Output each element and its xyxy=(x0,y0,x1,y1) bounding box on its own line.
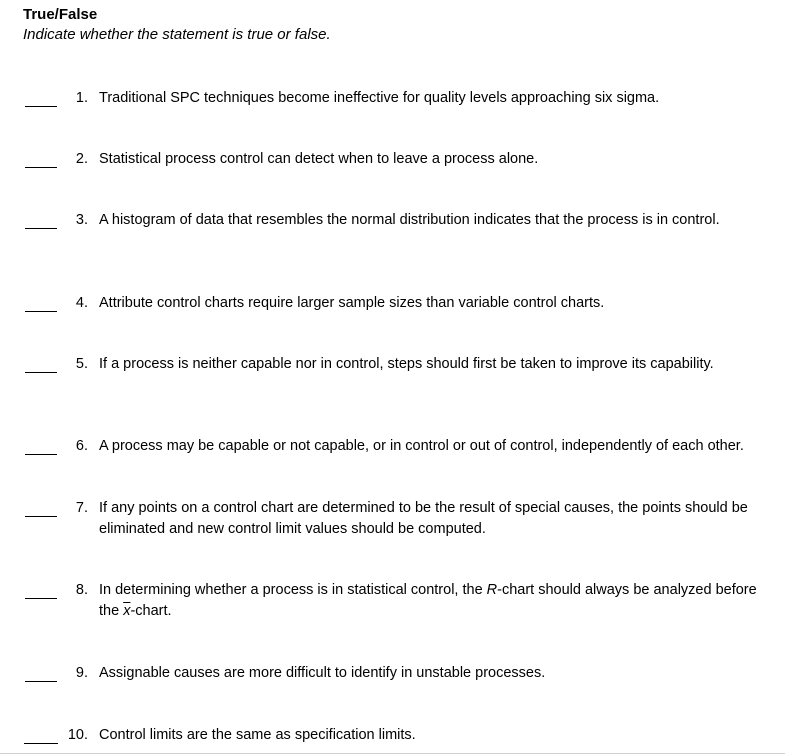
question-3 xyxy=(0,210,785,256)
question-number: 10. xyxy=(67,727,88,743)
question-8 xyxy=(0,580,785,626)
question-text-part: -chart should always be analyzed before the xyxy=(99,582,757,619)
question-text: If any points on a control chart are determined to be the result of special causes, the points should be eliminated and new control limit values should be computed. xyxy=(99,500,748,537)
question-number: 9. xyxy=(75,665,88,681)
question-5 xyxy=(0,354,785,400)
question-number: 5. xyxy=(75,356,88,372)
question-text: Traditional SPC techniques become ineffective for quality levels approaching six sigma. xyxy=(99,90,660,106)
question-text xyxy=(99,580,764,622)
question-text: A process may be capable or not capable, or in control or out of control, independently of each other. xyxy=(99,438,744,454)
question-text: A histogram of data that resembles the normal distribution indicates that the process is in control. xyxy=(99,212,720,228)
question-text-part: -chart. xyxy=(130,603,172,619)
question-text: Control limits are the same as specification limits. xyxy=(99,727,416,743)
question-9 xyxy=(0,663,785,709)
question-text: Statistical process control can detect when to leave a process alone. xyxy=(99,151,539,167)
question-number: 2. xyxy=(75,151,88,167)
question-4 xyxy=(0,293,785,339)
question-text-part: In determining whether a process is in statistical control, the xyxy=(99,582,487,598)
question-number: 6. xyxy=(75,438,88,454)
question-7 xyxy=(0,498,785,544)
question-text: Assignable causes are more difficult to identify in unstable processes. xyxy=(99,665,546,681)
question-10 xyxy=(0,725,785,753)
question-number: 4. xyxy=(75,295,88,311)
question-6 xyxy=(0,436,785,482)
r-chart-symbol: R xyxy=(486,582,498,598)
question-number: 1. xyxy=(75,90,88,106)
question-text: Attribute control charts require larger sample sizes than variable control charts. xyxy=(99,295,605,311)
question-number: 7. xyxy=(75,500,88,516)
question-text: If a process is neither capable nor in control, steps should first be taken to improve its capability. xyxy=(99,356,714,372)
question-number: 3. xyxy=(75,212,88,228)
question-2 xyxy=(0,149,785,195)
question-number: 8. xyxy=(75,582,88,598)
question-1 xyxy=(0,88,785,134)
x-bar-symbol: $\overline{x}$ xyxy=(123,603,131,619)
section-instructions: Indicate whether the statement is true or false. xyxy=(23,26,331,43)
section-title: True/False xyxy=(23,6,98,23)
